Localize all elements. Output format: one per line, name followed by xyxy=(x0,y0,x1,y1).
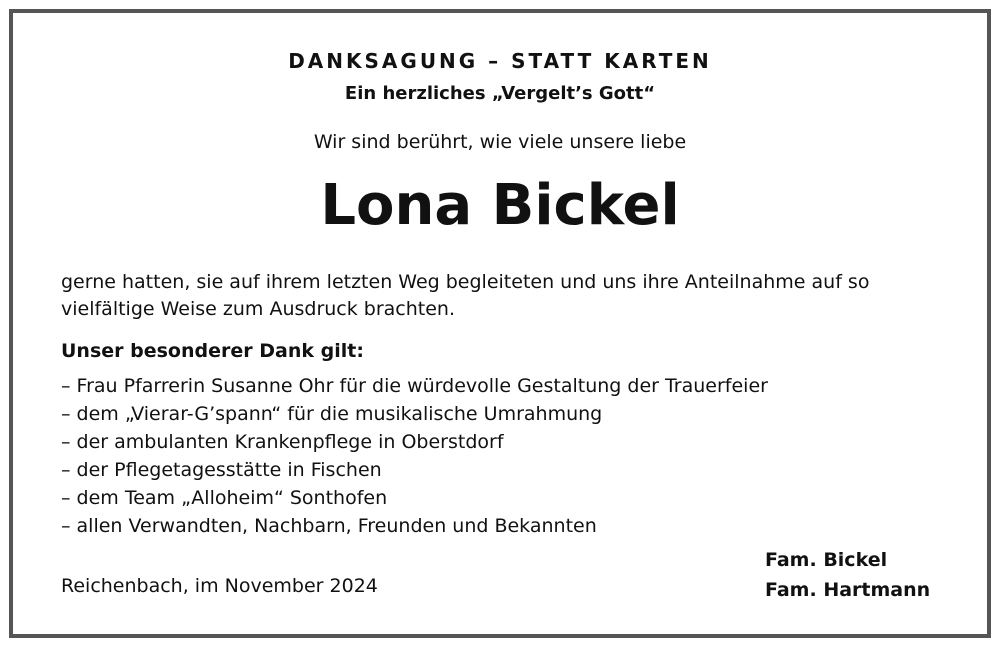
notice-content xyxy=(13,13,987,634)
headline: DANKSAGUNG – STATT KARTEN xyxy=(288,49,712,73)
deceased-name: Lona Bickel xyxy=(320,173,680,238)
thanks-item: – allen Verwandten, Nachbarn, Freunden und Bekannten xyxy=(61,515,597,537)
intro-text: Wir sind berührt, wie viele unsere liebe xyxy=(313,131,687,153)
main-paragraph: gerne hatten, sie auf ihrem letzten Weg begleiteten und uns ihre Anteilnahme auf so vielfältige Weise zum Ausdruck brachten. xyxy=(61,271,870,320)
thanks-heading: Unser besonderer Dank gilt: xyxy=(61,340,364,362)
notice-frame xyxy=(9,9,991,638)
thanks-item: – Frau Pfarrerin Susanne Ohr für die würdevolle Gestaltung der Trauerfeier xyxy=(61,375,768,397)
signature-line: Fam. Bickel xyxy=(765,549,888,571)
subline: Ein herzliches „Vergelt’s Gott“ xyxy=(344,83,656,104)
thanks-list xyxy=(61,372,768,540)
thanks-item: – der ambulanten Krankenpflege in Oberstdorf xyxy=(61,431,504,453)
signature-block xyxy=(765,545,930,605)
thanks-item: – der Pflegetagesstätte in Fischen xyxy=(61,459,382,481)
thanks-item: – dem „Vierar-G’spann“ für die musikalische Umrahmung xyxy=(61,403,603,425)
thanks-item: – dem Team „Alloheim“ Sonthofen xyxy=(61,487,388,509)
place-date: Reichenbach, im November 2024 xyxy=(61,575,378,597)
signature-line: Fam. Hartmann xyxy=(765,579,931,601)
